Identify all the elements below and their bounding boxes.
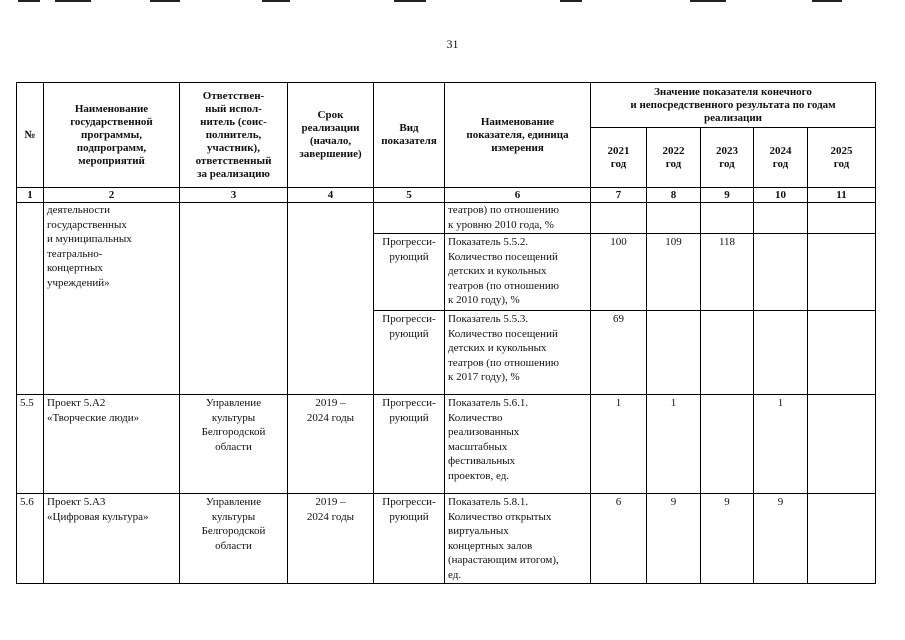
executor-cell: Управление культуры Белгородской области bbox=[180, 494, 288, 584]
value-2022-cell: 9 bbox=[647, 494, 701, 584]
column-number: 7 bbox=[591, 188, 647, 203]
indicator-type-cell bbox=[374, 203, 445, 234]
header-indicator: Наименование показателя, единица измерения bbox=[445, 83, 591, 188]
table-row bbox=[17, 395, 876, 494]
program-name-cell: деятельности государственных и муниципальных театрально- концертных учреждений» bbox=[44, 203, 180, 395]
scan-edge-mark bbox=[394, 0, 426, 2]
value-2025-cell bbox=[808, 311, 876, 395]
value-2021-cell: 6 bbox=[591, 494, 647, 584]
value-2024-cell bbox=[754, 234, 808, 311]
value-2024-cell bbox=[754, 203, 808, 234]
value-2021-cell: 100 bbox=[591, 234, 647, 311]
indicator-name-cell: Показатель 5.8.1. Количество открытых виртуальных концертных залов (нарастающим итогом), ед. bbox=[445, 494, 591, 584]
table-row bbox=[17, 494, 876, 584]
column-number: 2 bbox=[44, 188, 180, 203]
program-name-cell: Проект 5.А2 «Творческие люди» bbox=[44, 395, 180, 494]
indicator-type-cell: Прогресси- рующий bbox=[374, 311, 445, 395]
value-2021-cell: 69 bbox=[591, 311, 647, 395]
column-number: 8 bbox=[647, 188, 701, 203]
value-2024-cell: 1 bbox=[754, 395, 808, 494]
header-year-2021: 2021 год bbox=[591, 128, 647, 188]
header-term: Срок реализации (начало, завершение) bbox=[288, 83, 374, 188]
column-number: 5 bbox=[374, 188, 445, 203]
indicator-name-cell: Показатель 5.6.1. Количество реализованных масштабных фестивальных проектов, ед. bbox=[445, 395, 591, 494]
indicator-name-cell: театров) по отношению к уровню 2010 года, % bbox=[445, 203, 591, 234]
value-2023-cell bbox=[701, 395, 754, 494]
value-2024-cell: 9 bbox=[754, 494, 808, 584]
indicator-name-cell: Показатель 5.5.3. Количество посещений детских и кукольных театров (по отношению к 2017 году), % bbox=[445, 311, 591, 395]
row-num bbox=[17, 203, 44, 395]
column-number: 3 bbox=[180, 188, 288, 203]
value-2025-cell bbox=[808, 234, 876, 311]
page-number: 31 bbox=[446, 37, 459, 51]
value-2023-cell: 9 bbox=[701, 494, 754, 584]
value-2023-cell: 118 bbox=[701, 234, 754, 311]
value-2024-cell bbox=[754, 311, 808, 395]
header-program: Наименование государственной программы, подпрограмм, мероприятий bbox=[44, 83, 180, 188]
indicator-type-cell: Прогресси- рующий bbox=[374, 395, 445, 494]
header-year-2025: 2025 год bbox=[808, 128, 876, 188]
scan-edge-mark bbox=[150, 0, 180, 2]
header-year-2022: 2022 год bbox=[647, 128, 701, 188]
value-2025-cell bbox=[808, 203, 876, 234]
value-2023-cell bbox=[701, 311, 754, 395]
value-2025-cell bbox=[808, 395, 876, 494]
term-cell: 2019 – 2024 годы bbox=[288, 494, 374, 584]
value-2021-cell bbox=[591, 203, 647, 234]
column-number: 10 bbox=[754, 188, 808, 203]
value-2023-cell bbox=[701, 203, 754, 234]
value-2025-cell bbox=[808, 494, 876, 584]
column-number: 11 bbox=[808, 188, 876, 203]
column-number: 1 bbox=[17, 188, 44, 203]
column-number: 9 bbox=[701, 188, 754, 203]
row-num: 5.6 bbox=[17, 494, 44, 584]
indicators-table bbox=[16, 82, 876, 584]
scan-edge-mark bbox=[560, 0, 582, 2]
scan-edge-mark bbox=[18, 0, 40, 2]
header-value-group: Значение показателя конечного и непосредственного результата по годам реализации bbox=[591, 83, 876, 128]
table-row bbox=[17, 203, 876, 234]
header-year-2024: 2024 год bbox=[754, 128, 808, 188]
value-2022-cell: 1 bbox=[647, 395, 701, 494]
header-type: Вид показателя bbox=[374, 83, 445, 188]
scan-edge-mark bbox=[690, 0, 726, 2]
scan-edge-mark bbox=[55, 0, 91, 2]
value-2022-cell bbox=[647, 203, 701, 234]
program-name-cell: Проект 5.А3 «Цифровая культура» bbox=[44, 494, 180, 584]
term-cell bbox=[288, 203, 374, 395]
indicator-type-cell: Прогресси- рующий bbox=[374, 494, 445, 584]
value-2021-cell: 1 bbox=[591, 395, 647, 494]
executor-cell bbox=[180, 203, 288, 395]
value-2022-cell bbox=[647, 311, 701, 395]
header-year-2023: 2023 год bbox=[701, 128, 754, 188]
row-num: 5.5 bbox=[17, 395, 44, 494]
executor-cell: Управление культуры Белгородской области bbox=[180, 395, 288, 494]
indicator-name-cell: Показатель 5.5.2. Количество посещений детских и кукольных театров (по отношению к 2010 году), % bbox=[445, 234, 591, 311]
column-number: 6 bbox=[445, 188, 591, 203]
column-number: 4 bbox=[288, 188, 374, 203]
term-cell: 2019 – 2024 годы bbox=[288, 395, 374, 494]
header-executor: Ответствен- ный испол- нитель (соис- полнитель, участник), ответственный за реализацию bbox=[180, 83, 288, 188]
value-2022-cell: 109 bbox=[647, 234, 701, 311]
header-num: № bbox=[17, 83, 44, 188]
indicator-type-cell: Прогресси- рующий bbox=[374, 234, 445, 311]
column-number-row bbox=[17, 188, 876, 203]
scan-edge-mark bbox=[812, 0, 842, 2]
scan-edge-mark bbox=[262, 0, 290, 2]
